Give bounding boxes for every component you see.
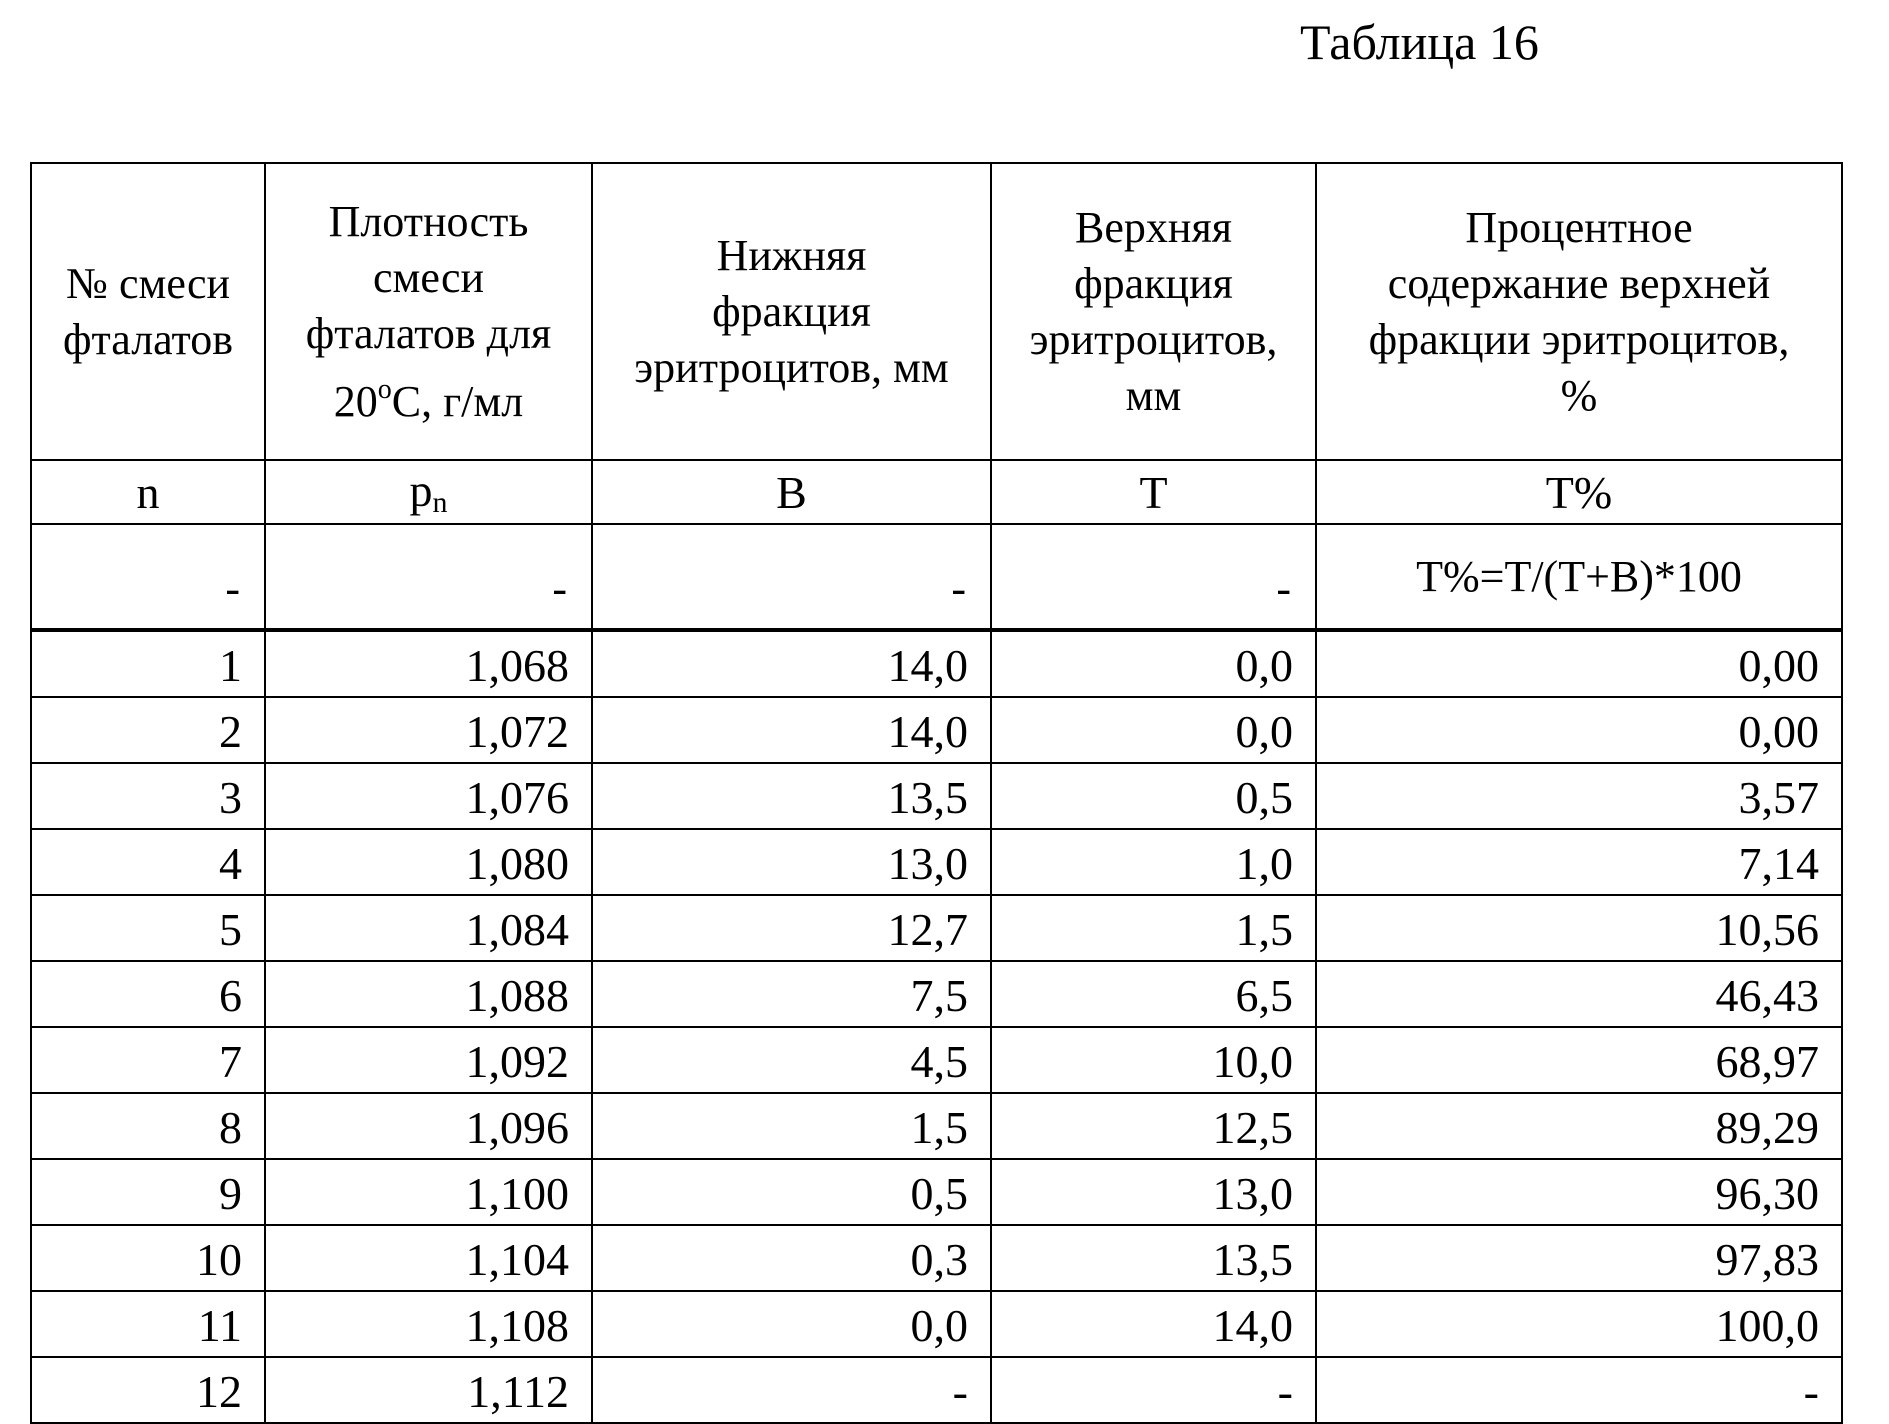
cell-upper-fraction: 13,5 bbox=[991, 1225, 1316, 1291]
table-row bbox=[31, 1291, 1842, 1357]
cell-upper-fraction-percent: - bbox=[1316, 1357, 1842, 1423]
cell-upper-fraction: 6,5 bbox=[991, 961, 1316, 1027]
cell-density: 1,108 bbox=[265, 1291, 592, 1357]
cell-upper-fraction: 12,5 bbox=[991, 1093, 1316, 1159]
cell-upper-fraction: - bbox=[991, 1357, 1316, 1423]
formula-expression: T%=T/(T+B)*100 bbox=[1316, 524, 1842, 630]
cell-density: 1,088 bbox=[265, 961, 592, 1027]
cell-lower-fraction: 12,7 bbox=[592, 895, 991, 961]
table-row bbox=[31, 829, 1842, 895]
cell-upper-fraction-percent: 96,30 bbox=[1316, 1159, 1842, 1225]
cell-density: 1,072 bbox=[265, 697, 592, 763]
cell-upper-fraction: 0,5 bbox=[991, 763, 1316, 829]
formula-cell-2: - bbox=[265, 524, 592, 630]
cell-lower-fraction: 4,5 bbox=[592, 1027, 991, 1093]
cell-upper-fraction: 13,0 bbox=[991, 1159, 1316, 1225]
table-row bbox=[31, 1225, 1842, 1291]
cell-mixture-number: 10 bbox=[31, 1225, 265, 1291]
cell-density: 1,080 bbox=[265, 829, 592, 895]
table-caption: Таблица 16 bbox=[1300, 14, 1539, 70]
cell-mixture-number: 5 bbox=[31, 895, 265, 961]
cell-lower-fraction: 13,0 bbox=[592, 829, 991, 895]
formula-cell-4: - bbox=[991, 524, 1316, 630]
cell-lower-fraction: 13,5 bbox=[592, 763, 991, 829]
symbol-n: n bbox=[31, 460, 265, 524]
cell-density: 1,096 bbox=[265, 1093, 592, 1159]
cell-density: 1,076 bbox=[265, 763, 592, 829]
cell-upper-fraction-percent: 0,00 bbox=[1316, 697, 1842, 763]
table-body bbox=[31, 163, 1842, 1423]
cell-upper-fraction: 10,0 bbox=[991, 1027, 1316, 1093]
formula-cell-3: - bbox=[592, 524, 991, 630]
table-row bbox=[31, 1027, 1842, 1093]
table-row bbox=[31, 1159, 1842, 1225]
header-density-suffix: C, г/мл bbox=[391, 376, 524, 426]
cell-upper-fraction-percent: 0,00 bbox=[1316, 630, 1842, 697]
table-row bbox=[31, 961, 1842, 1027]
cell-mixture-number: 6 bbox=[31, 961, 265, 1027]
cell-upper-fraction-percent: 89,29 bbox=[1316, 1093, 1842, 1159]
symbol-density-base: p bbox=[409, 465, 433, 516]
cell-density: 1,092 bbox=[265, 1027, 592, 1093]
cell-lower-fraction: 14,0 bbox=[592, 630, 991, 697]
cell-upper-fraction: 0,0 bbox=[991, 697, 1316, 763]
symbol-density-subscript: n bbox=[432, 486, 448, 519]
cell-lower-fraction: 7,5 bbox=[592, 961, 991, 1027]
table-row bbox=[31, 630, 1842, 697]
cell-upper-fraction-percent: 97,83 bbox=[1316, 1225, 1842, 1291]
cell-mixture-number: 11 bbox=[31, 1291, 265, 1357]
cell-lower-fraction: - bbox=[592, 1357, 991, 1423]
cell-mixture-number: 1 bbox=[31, 630, 265, 697]
header-row bbox=[31, 163, 1842, 460]
table-row bbox=[31, 1357, 1842, 1423]
header-upper-fraction-percent: Процентное содержание верхней фракции эритроцитов, % bbox=[1316, 163, 1842, 460]
cell-upper-fraction: 0,0 bbox=[991, 630, 1316, 697]
cell-mixture-number: 8 bbox=[31, 1093, 265, 1159]
cell-mixture-number: 2 bbox=[31, 697, 265, 763]
cell-lower-fraction: 0,3 bbox=[592, 1225, 991, 1291]
symbol-row bbox=[31, 460, 1842, 524]
cell-density: 1,104 bbox=[265, 1225, 592, 1291]
cell-lower-fraction: 1,5 bbox=[592, 1093, 991, 1159]
header-density-prefix: Плотность смеси фталатов для 20 bbox=[305, 196, 552, 426]
cell-upper-fraction-percent: 68,97 bbox=[1316, 1027, 1842, 1093]
cell-mixture-number: 9 bbox=[31, 1159, 265, 1225]
table-row bbox=[31, 763, 1842, 829]
header-upper-fraction: Верхняя фракция эритроцитов, мм bbox=[991, 163, 1316, 460]
symbol-density bbox=[265, 460, 592, 524]
symbol-t: T bbox=[991, 460, 1316, 524]
cell-density: 1,112 bbox=[265, 1357, 592, 1423]
cell-mixture-number: 3 bbox=[31, 763, 265, 829]
cell-upper-fraction-percent: 7,14 bbox=[1316, 829, 1842, 895]
header-lower-fraction: Нижняя фракция эритроцитов, мм bbox=[592, 163, 991, 460]
cell-upper-fraction-percent: 10,56 bbox=[1316, 895, 1842, 961]
cell-lower-fraction: 0,0 bbox=[592, 1291, 991, 1357]
cell-upper-fraction-percent: 3,57 bbox=[1316, 763, 1842, 829]
cell-upper-fraction: 14,0 bbox=[991, 1291, 1316, 1357]
header-density bbox=[265, 163, 592, 460]
data-table bbox=[30, 162, 1843, 1424]
formula-cell-1: - bbox=[31, 524, 265, 630]
cell-lower-fraction: 0,5 bbox=[592, 1159, 991, 1225]
cell-density: 1,068 bbox=[265, 630, 592, 697]
formula-row bbox=[31, 524, 1842, 630]
cell-mixture-number: 12 bbox=[31, 1357, 265, 1423]
symbol-b: B bbox=[592, 460, 991, 524]
header-mixture-number: № смеси фталатов bbox=[31, 163, 265, 460]
cell-mixture-number: 7 bbox=[31, 1027, 265, 1093]
symbol-t-percent: T% bbox=[1316, 460, 1842, 524]
cell-mixture-number: 4 bbox=[31, 829, 265, 895]
cell-upper-fraction: 1,0 bbox=[991, 829, 1316, 895]
cell-upper-fraction-percent: 100,0 bbox=[1316, 1291, 1842, 1357]
degree-superscript: o bbox=[377, 373, 392, 405]
table-row bbox=[31, 895, 1842, 961]
table-row bbox=[31, 697, 1842, 763]
cell-lower-fraction: 14,0 bbox=[592, 697, 991, 763]
cell-density: 1,084 bbox=[265, 895, 592, 961]
table-row bbox=[31, 1093, 1842, 1159]
cell-upper-fraction: 1,5 bbox=[991, 895, 1316, 961]
cell-upper-fraction-percent: 46,43 bbox=[1316, 961, 1842, 1027]
cell-density: 1,100 bbox=[265, 1159, 592, 1225]
